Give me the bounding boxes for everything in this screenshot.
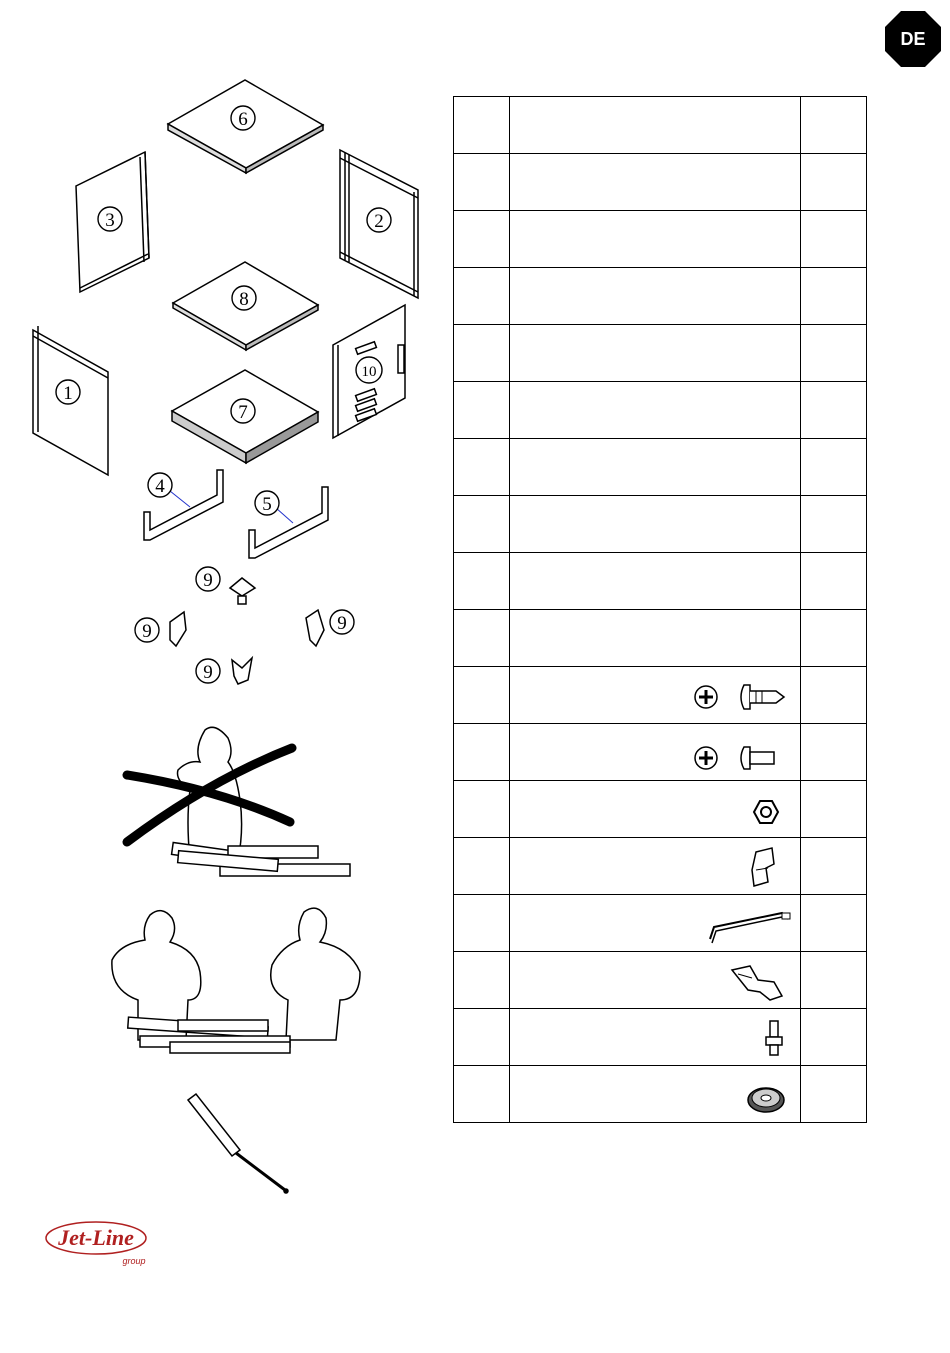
label-1 [56,380,80,404]
foot-right [306,610,324,646]
label-10 [356,357,382,383]
clip-icon [734,842,794,894]
table-row [454,952,867,1009]
brand-logo [44,1218,156,1272]
screw-short-icon [694,728,794,776]
label-9b [135,618,159,642]
foot-top [230,578,255,604]
label-6 [231,106,255,130]
label-5 [255,491,279,515]
table-row [454,781,867,838]
washer-icon [734,1070,794,1120]
screwdriver-icon [188,1094,288,1193]
svg-text:9: 9 [203,570,213,591]
foot-bottom [232,658,252,684]
foot-left [170,612,186,646]
two-persons-icon [112,908,360,1053]
svg-text:9: 9 [142,621,152,642]
svg-text:9: 9 [203,662,213,683]
table-row [454,838,867,895]
svg-text:Jet-Line: Jet-Line [58,1225,134,1250]
table-row [454,154,867,211]
label-9c [330,610,354,634]
screw-long-icon [694,671,794,719]
table-row [454,1066,867,1123]
label-text: 6 [238,109,248,130]
parts-table [453,96,867,1123]
language-badge [884,10,942,68]
label-4 [148,473,172,497]
table-header-row [454,97,867,154]
assembly-illustration [0,0,450,1210]
svg-text:2: 2 [374,211,384,232]
svg-text:9: 9 [337,613,347,634]
nut-icon [734,785,794,833]
label-9d [196,659,220,683]
language-code: DE [900,29,926,49]
table-row [454,1009,867,1066]
label-8 [232,286,256,310]
table-row [454,553,867,610]
table-row [454,211,867,268]
table-row [454,439,867,496]
svg-text:1: 1 [63,383,73,404]
pin-icon [754,1013,794,1063]
table-row [454,325,867,382]
svg-text:5: 5 [262,494,272,515]
table-row [454,895,867,952]
handle-bar-icon [704,899,794,949]
table-row [454,667,867,724]
single-person-icon [172,727,350,876]
svg-text:3: 3 [105,210,115,231]
svg-text:10: 10 [361,364,377,380]
label-7 [231,399,255,423]
table-row [454,496,867,553]
svg-text:8: 8 [239,289,249,310]
svg-text:4: 4 [155,476,165,497]
table-row [454,724,867,781]
label-2 [367,208,391,232]
table-row [454,610,867,667]
svg-text:group: group [122,1256,146,1266]
svg-text:7: 7 [238,402,248,423]
key-plate-icon [724,956,794,1006]
table-row [454,382,867,439]
label-3 [98,207,122,231]
table-row [454,268,867,325]
label-9a [196,567,220,591]
